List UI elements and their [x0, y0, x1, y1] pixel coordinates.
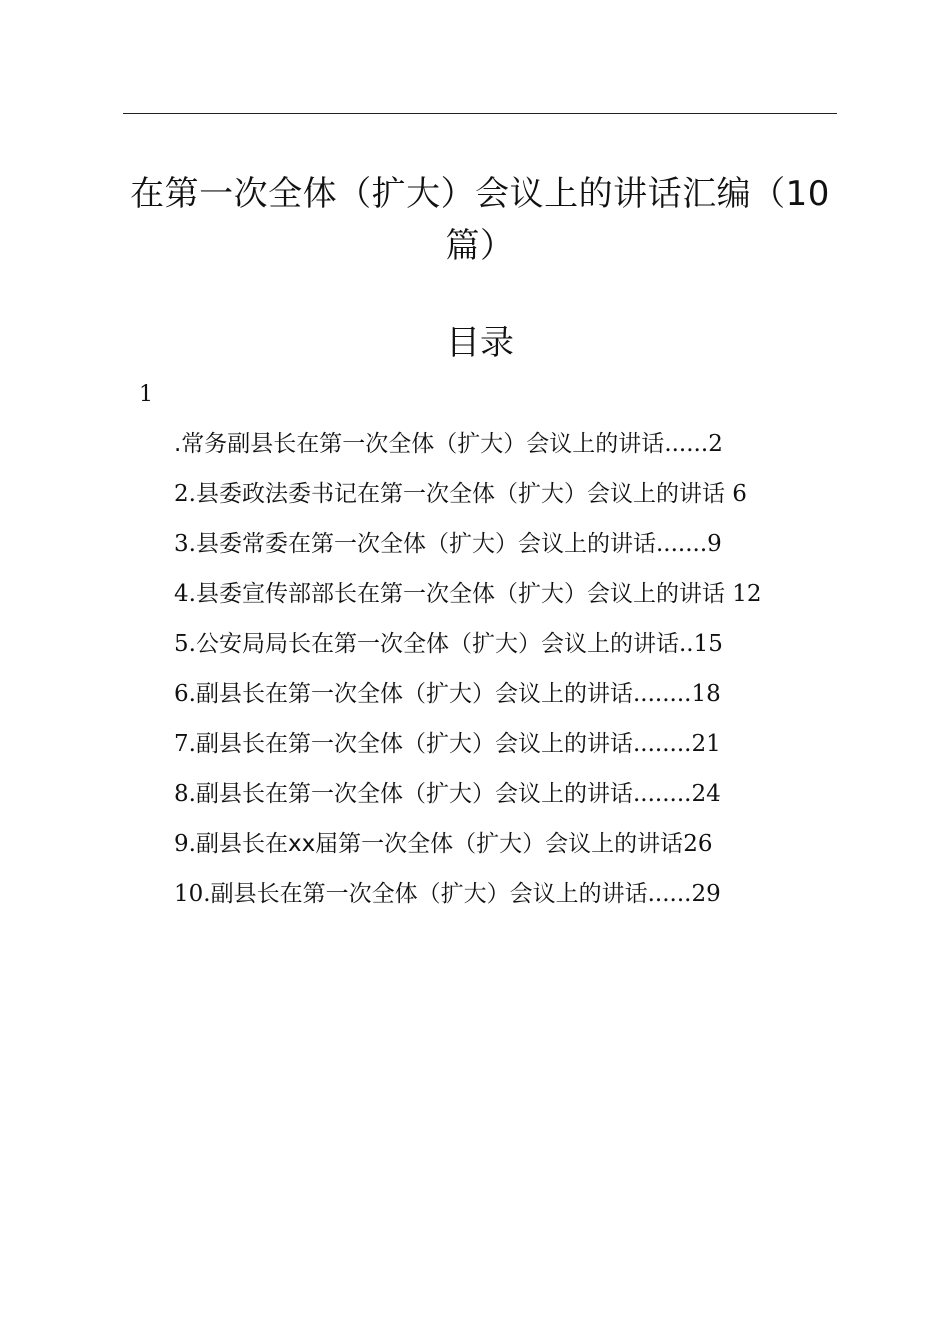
- toc-entry-text: 副县长在第一次全体（扩大）会议上的讲话: [195, 781, 633, 807]
- toc-entry-number: 5.: [174, 631, 196, 657]
- toc-entry-number: 7.: [174, 731, 196, 757]
- toc-entry-page: 21: [691, 731, 721, 757]
- toc-entry-leader: .......: [655, 531, 708, 557]
- toc-entry-text: 公安局局长在第一次全体（扩大）会议上的讲话: [195, 631, 679, 657]
- toc-entry-text: .常务副县长在第一次全体（扩大）会议上的讲话: [174, 431, 665, 457]
- document-title: 在第一次全体（扩大）会议上的讲话汇编（10篇）: [130, 174, 830, 266]
- table-of-contents: [174, 425, 854, 925]
- toc-entry-4[interactable]: [174, 575, 854, 625]
- stray-number: 1: [139, 382, 153, 407]
- toc-entry-leader: ......: [664, 431, 709, 457]
- toc-entry-number: 3.: [174, 531, 196, 557]
- toc-entry-number: 2.: [174, 481, 196, 507]
- toc-entry-page: 29: [691, 881, 721, 907]
- toc-entry-number: 9.: [174, 831, 196, 857]
- toc-entry-page: 6: [732, 481, 747, 507]
- toc-entry-leader: ..: [678, 631, 694, 657]
- toc-entry-text: 副县长在第一次全体（扩大）会议上的讲话: [195, 681, 633, 707]
- toc-entry-text: 县委宣传部部长在第一次全体（扩大）会议上的讲话: [195, 581, 725, 607]
- toc-entry-page: 2: [708, 431, 723, 457]
- toc-entry-number: 8.: [174, 781, 196, 807]
- toc-entry-page: 15: [693, 631, 723, 657]
- toc-entry-10[interactable]: [174, 875, 854, 925]
- toc-entry-number: 10.: [174, 881, 211, 907]
- toc-entry-page: 12: [732, 581, 762, 607]
- header-rule: [123, 113, 837, 114]
- toc-entry-page: 18: [691, 681, 721, 707]
- toc-entry-page: 26: [683, 831, 713, 857]
- toc-entry-7[interactable]: [174, 725, 854, 775]
- toc-entry-leader: ........: [632, 781, 692, 807]
- toc-heading: 目录: [446, 323, 514, 363]
- toc-entry-8[interactable]: [174, 775, 854, 825]
- toc-entry-9[interactable]: [174, 825, 854, 875]
- toc-entry-text: 县委政法委书记在第一次全体（扩大）会议上的讲话: [195, 481, 725, 507]
- toc-entry-leader: ........: [632, 681, 692, 707]
- toc-entry-text: 县委常委在第一次全体（扩大）会议上的讲话: [195, 531, 656, 557]
- toc-entry-page: 24: [691, 781, 721, 807]
- toc-entry-2[interactable]: [174, 475, 854, 525]
- toc-entry-1[interactable]: [174, 425, 854, 475]
- toc-entry-text: 副县长在xx届第一次全体（扩大）会议上的讲话: [195, 831, 684, 857]
- toc-entry-text: 副县长在第一次全体（扩大）会议上的讲话: [210, 881, 648, 907]
- toc-entry-text: 副县长在第一次全体（扩大）会议上的讲话: [195, 731, 633, 757]
- toc-entry-number: 6.: [174, 681, 196, 707]
- toc-entry-3[interactable]: [174, 525, 854, 575]
- toc-entry-5[interactable]: [174, 625, 854, 675]
- toc-entry-number: 4.: [174, 581, 196, 607]
- toc-entry-page: 9: [707, 531, 722, 557]
- toc-entry-leader: ......: [647, 881, 692, 907]
- toc-entry-6[interactable]: [174, 675, 854, 725]
- toc-entry-leader: ........: [632, 731, 692, 757]
